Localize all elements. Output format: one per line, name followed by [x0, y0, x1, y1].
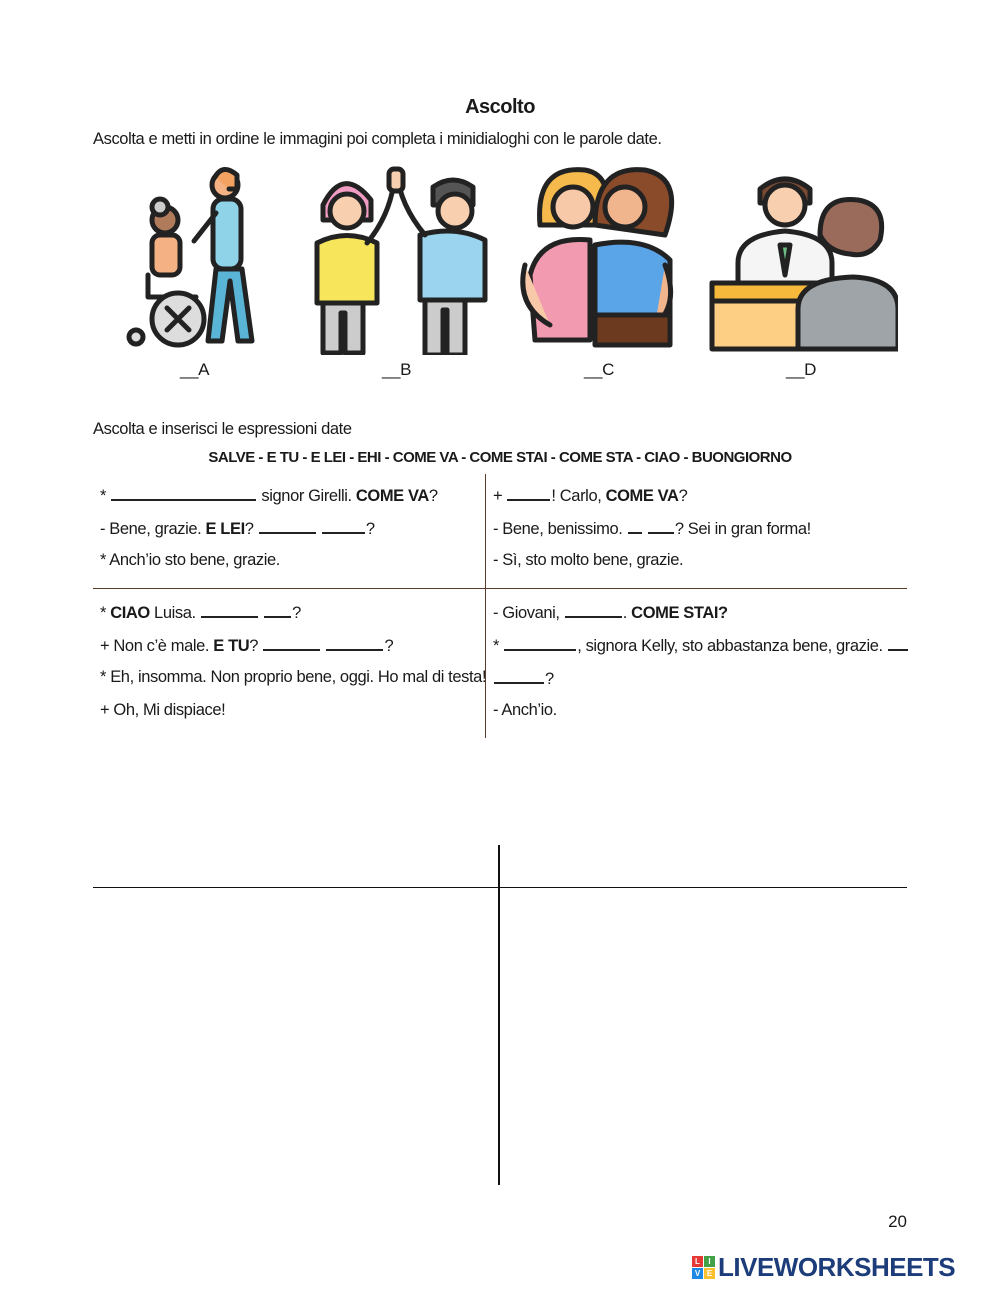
empty-table-vertical-divider: [498, 845, 500, 1185]
wheelchair-caregiver-icon: [120, 165, 275, 355]
dialogue-4-line-3: ?: [493, 668, 554, 689]
dialogue-3-line-1: * CIAO Luisa. ?: [100, 604, 301, 622]
answer-blank[interactable]: [111, 485, 256, 501]
word-bank: SALVE - E TU - E LEI - EHI - COME VA - COME STAI - COME STA - CIAO - BUONGIORNO: [208, 449, 792, 466]
dialogue-1-line-1: * signor Girelli. COME VA?: [100, 487, 438, 505]
dialogue-3-line-2: + Non c’è male. E TU? ?: [100, 637, 394, 655]
answer-blank[interactable]: [326, 635, 383, 651]
image-a-label: __A: [180, 360, 210, 379]
answer-blank[interactable]: [201, 602, 258, 618]
dialogue-1-line-2: - Bene, grazie. E LEI? ?: [100, 520, 375, 538]
answer-blank[interactable]: [504, 635, 576, 651]
dialogue-2-line-1: + ! Carlo, COME VA?: [493, 487, 688, 505]
image-d-label: __D: [786, 360, 816, 379]
reception-desk-icon: [708, 165, 898, 355]
dialogue-3-line-4: + Oh, Mi dispiace!: [100, 701, 226, 719]
table-vertical-divider: [485, 474, 486, 738]
image-c-label: __C: [584, 360, 614, 379]
answer-blank[interactable]: [263, 635, 320, 651]
answer-blank[interactable]: [259, 518, 316, 534]
table-horizontal-divider: [93, 588, 907, 589]
answer-blank[interactable]: [322, 518, 365, 534]
image-b-label: __B: [382, 360, 412, 379]
page-title: Ascolto: [465, 96, 535, 118]
instruction-insert-expressions: Ascolta e inserisci le espressioni date: [93, 420, 352, 438]
dialogue-4-line-2: * , signora Kelly, sto abbastanza bene, grazie.: [493, 635, 909, 656]
high-five-friends-icon: [305, 165, 490, 355]
answer-blank[interactable]: [494, 668, 544, 684]
dialogue-4-line-1: - Giovani, . COME STAI?: [493, 604, 728, 622]
dialogue-2-line-2: - Bene, benissimo. ? Sei in gran forma!: [493, 520, 811, 538]
page-number: 20: [888, 1212, 907, 1231]
empty-table-horizontal-divider: [93, 887, 907, 888]
liveworksheets-logo: [692, 1252, 955, 1283]
answer-blank[interactable]: [507, 485, 550, 501]
answer-blank[interactable]: [628, 518, 642, 534]
dialogue-2-line-3: - Sì, sto molto bene, grazie.: [493, 551, 684, 569]
hugging-friends-icon: [515, 165, 685, 355]
dialogue-4-line-4: - Anch’io.: [493, 701, 557, 719]
instruction-order-images: Ascolta e metti in ordine le immagini poi completa i minidialoghi con le parole date.: [93, 130, 662, 148]
logo-mark-icon: L I V E: [692, 1256, 715, 1279]
dialogue-1-line-3: * Anch’io sto bene, grazie.: [100, 551, 280, 569]
answer-blank[interactable]: [264, 602, 291, 618]
answer-blank[interactable]: [888, 635, 908, 651]
logo-text: LIVEWORKSHEETS: [718, 1252, 956, 1282]
answer-blank[interactable]: [648, 518, 674, 534]
dialogue-3-line-3: * Eh, insomma. Non proprio bene, oggi. Ho mal di testa!: [100, 668, 487, 686]
answer-blank[interactable]: [565, 602, 622, 618]
